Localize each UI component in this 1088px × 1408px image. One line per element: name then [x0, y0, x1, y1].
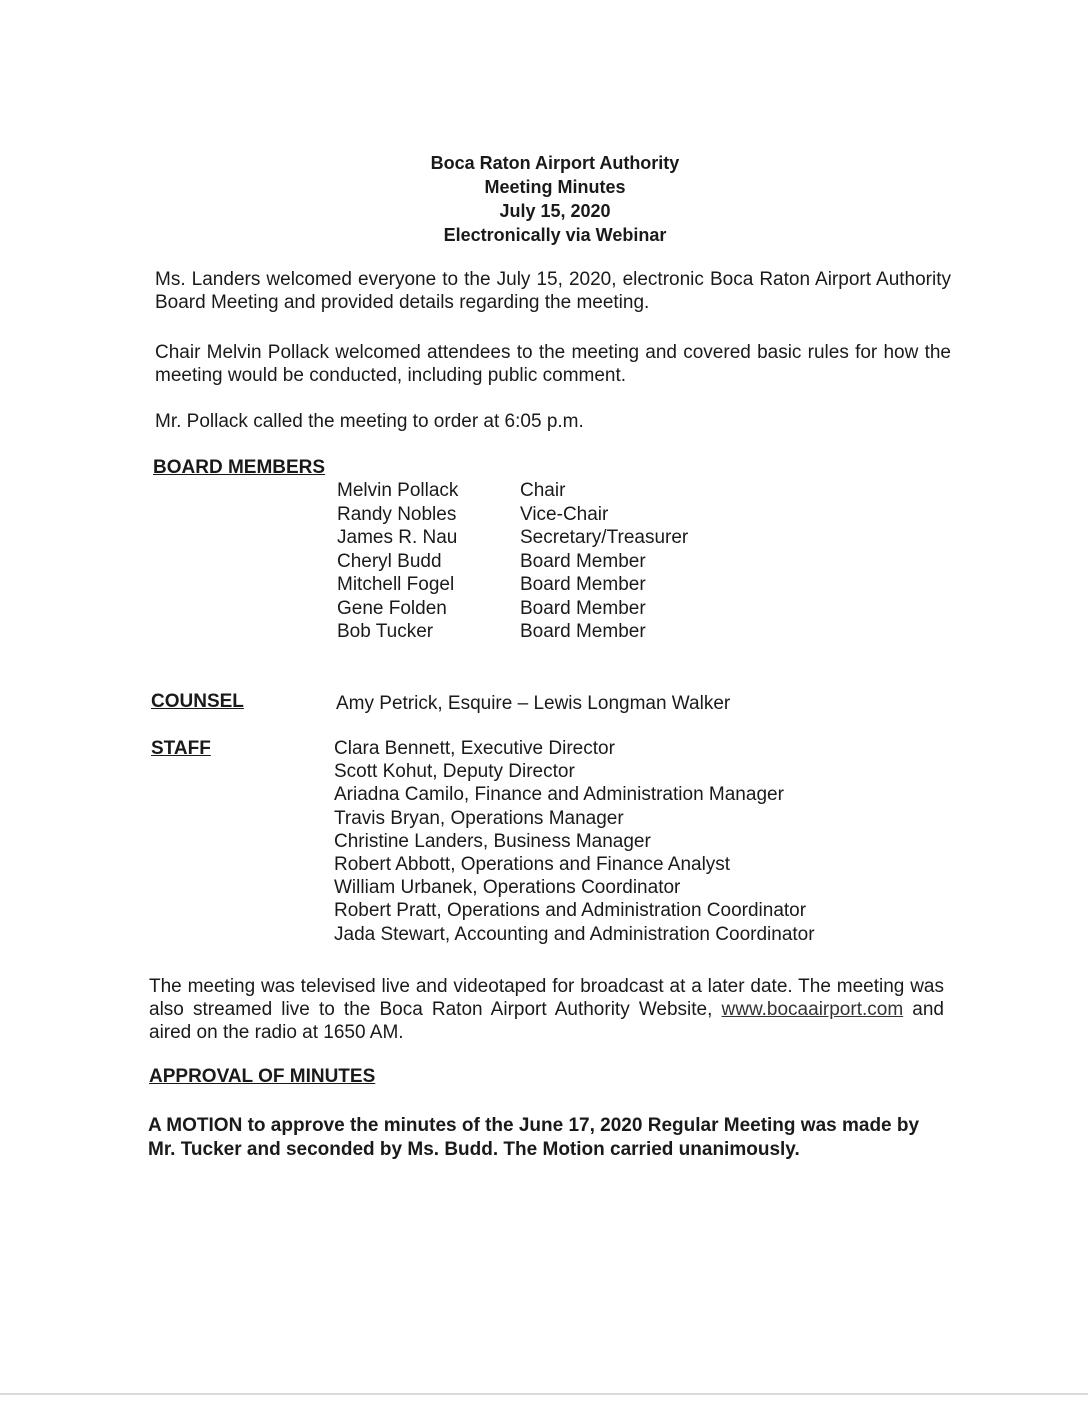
- meeting-format: Electronically via Webinar: [443, 225, 667, 245]
- broadcast-text-before: The meeting was televised live and videotaped for broadcast at a later date. The meeting was also streamed live to the Boca Raton Airport Authority Website,: [149, 976, 944, 1020]
- board-member-row: [337, 479, 688, 503]
- staff-list: [334, 737, 815, 946]
- intro-paragraph-2: Chair Melvin Pollack welcomed attendees to the meeting and covered basic rules for how the meeting would be conducted, including public comment.: [155, 342, 951, 386]
- board-member-row: [337, 503, 688, 527]
- intro-paragraph-3: Mr. Pollack called the meeting to order at 6:05 p.m.: [155, 411, 584, 432]
- board-member-name: Mitchell Fogel: [337, 574, 455, 595]
- document-title: Meeting Minutes: [484, 177, 626, 197]
- board-member-row: [337, 620, 688, 644]
- broadcast-paragraph: [149, 975, 944, 1044]
- board-member-name: Melvin Pollack: [337, 480, 459, 501]
- staff-member: Christine Landers, Business Manager: [334, 830, 651, 852]
- approval-heading: APPROVAL OF MINUTES: [149, 1066, 376, 1087]
- board-member-row: [337, 597, 688, 621]
- staff-member: Jada Stewart, Accounting and Administration Coordinator: [334, 923, 815, 945]
- counsel-heading: COUNSEL: [151, 691, 244, 712]
- board-member-role: Board Member: [520, 597, 646, 619]
- website-link[interactable]: www.bocaairport.com: [721, 999, 904, 1020]
- board-members-heading: BOARD MEMBERS: [153, 457, 326, 478]
- board-member-name: Gene Folden: [337, 597, 447, 619]
- board-member-name: James R. Nau: [337, 527, 458, 548]
- staff-member: Robert Pratt, Operations and Administration Coordinator: [334, 900, 807, 922]
- board-member-role: Board Member: [520, 574, 646, 595]
- meeting-date: July 15, 2020: [499, 201, 611, 221]
- document-header: [0, 151, 1088, 247]
- organization-title: Boca Raton Airport Authority: [430, 153, 680, 173]
- staff-member: Ariadna Camilo, Finance and Administration Manager: [334, 784, 784, 806]
- board-member-name: Bob Tucker: [337, 621, 434, 642]
- page-bottom-edge: [0, 1393, 1088, 1395]
- broadcast-text-after: and aired on the radio at 1650 AM.: [149, 999, 944, 1043]
- board-member-row: [337, 550, 688, 574]
- counsel-entry: Amy Petrick, Esquire – Lewis Longman Walker: [336, 693, 731, 714]
- staff-heading: STAFF: [151, 738, 211, 759]
- staff-member: Scott Kohut, Deputy Director: [334, 761, 575, 783]
- staff-member: Robert Abbott, Operations and Finance Analyst: [334, 854, 731, 876]
- board-member-row: [337, 526, 688, 550]
- board-member-role: Board Member: [520, 550, 646, 572]
- staff-member: Clara Bennett, Executive Director: [334, 738, 615, 759]
- staff-member: Travis Bryan, Operations Manager: [334, 807, 624, 829]
- staff-member: William Urbanek, Operations Coordinator: [334, 877, 681, 899]
- board-member-role: Secretary/Treasurer: [520, 527, 689, 548]
- board-member-role: Chair: [520, 480, 566, 501]
- board-member-name: Randy Nobles: [337, 503, 457, 525]
- approval-motion: A MOTION to approve the minutes of the June 17, 2020 Regular Meeting was made by Mr. Tucker and seconded by Ms. Budd. The Motion carried unanimously.: [148, 1115, 920, 1160]
- board-members-list: [337, 479, 688, 644]
- board-member-role: Board Member: [520, 621, 646, 642]
- board-member-name: Cheryl Budd: [337, 550, 442, 572]
- board-member-role: Vice-Chair: [520, 503, 609, 525]
- board-member-row: [337, 573, 688, 597]
- intro-paragraph-1: Ms. Landers welcomed everyone to the July 15, 2020, electronic Boca Raton Airport Authority Board Meeting and provided details regarding the meeting.: [155, 269, 951, 313]
